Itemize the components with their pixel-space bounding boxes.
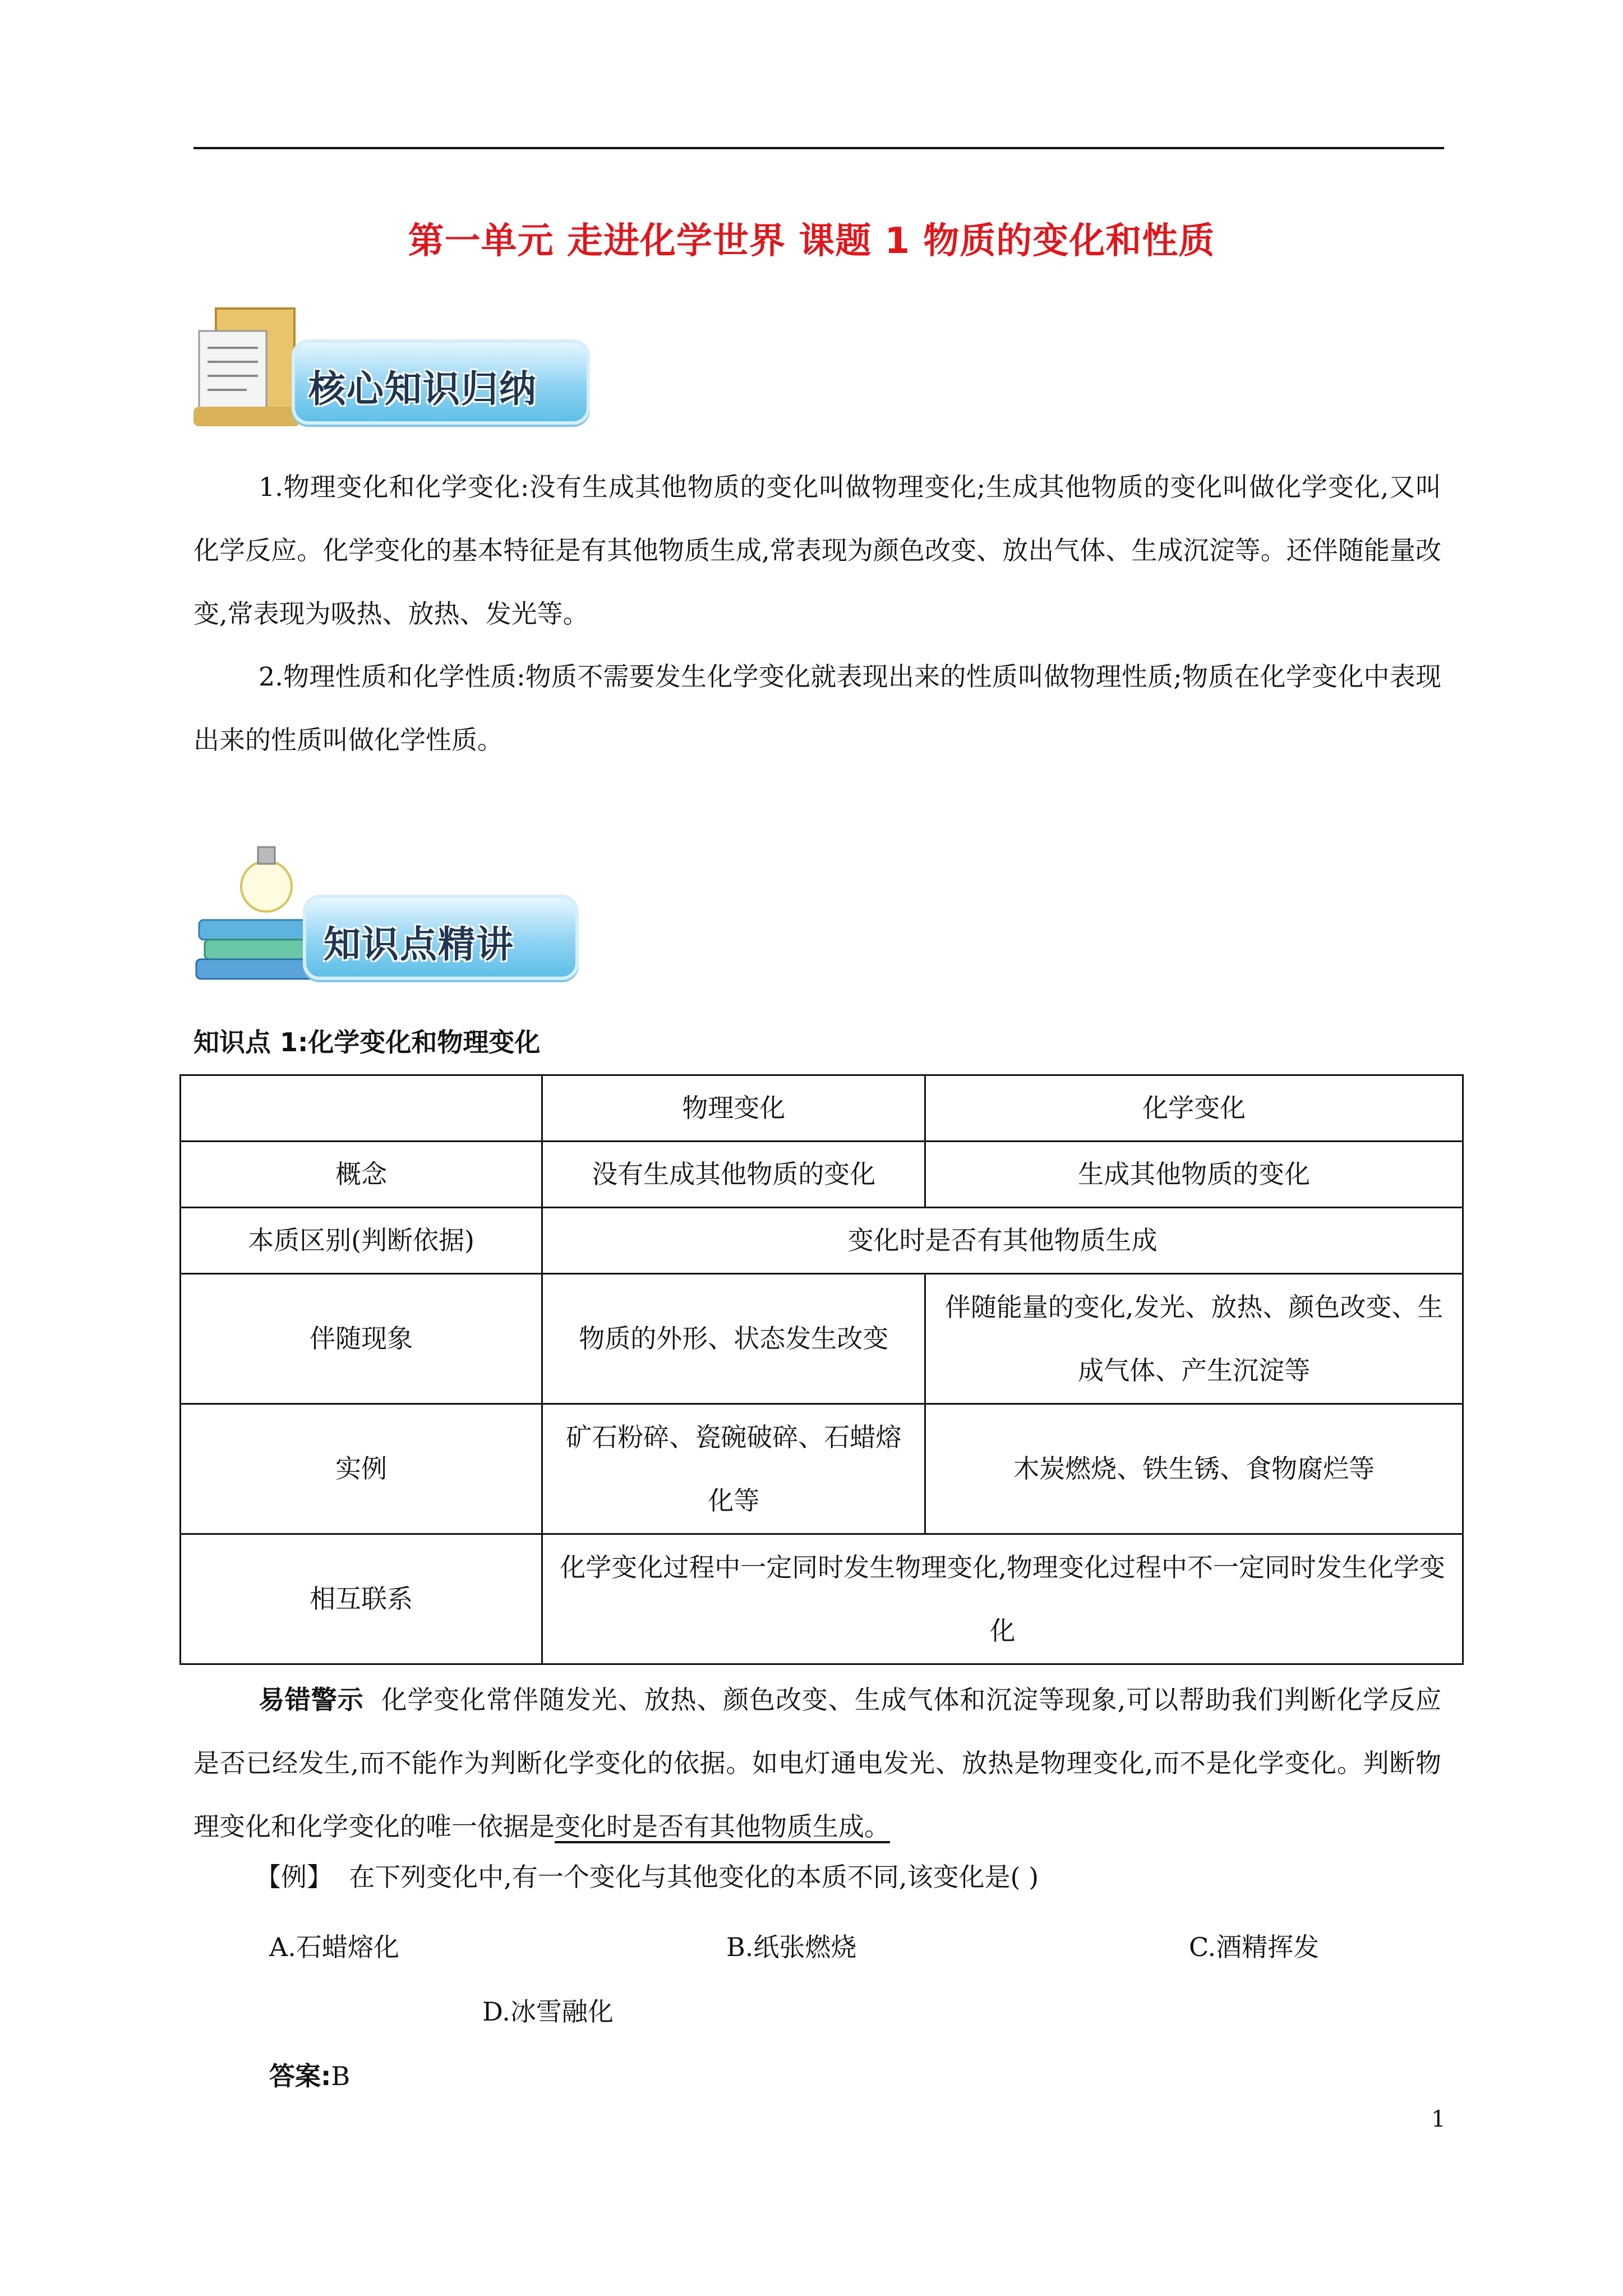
page-number: 1 xyxy=(1431,2106,1446,2132)
comparison-table xyxy=(179,1074,1464,1665)
table-header-row xyxy=(181,1075,1463,1142)
page-title: 第一单元 走进化学世界 课题 1 物质的变化和性质 xyxy=(408,220,1215,262)
option-b: B.纸张燃烧 xyxy=(726,1932,857,1962)
folder-documents-icon xyxy=(193,303,306,432)
physical-cell: 矿石粉碎、瓷碗破碎、石蜡熔化等 xyxy=(542,1404,925,1534)
warning-label: 易错警示 xyxy=(259,1685,364,1715)
table-row xyxy=(181,1534,1463,1664)
example-question-text: 在下列变化中,有一个变化与其他变化的本质不同,该变化是( ) xyxy=(349,1862,1039,1892)
core-paragraph-1: 1.物理变化和化学变化:没有生成其他物质的变化叫做物理变化;生成其他物质的变化叫做化学变化,又叫化学反应。化学变化的基本特征是有其他物质生成,常表现为颜色改变、放出气体、生成沉淀等。还伴随能量改变,常表现为吸热、放热、发光等。 xyxy=(193,472,1441,629)
core-paragraph-2: 2.物理性质和化学性质:物质不需要发生化学变化就表现出来的性质叫做物理性质;物质在化学变化中表现出来的性质叫做化学性质。 xyxy=(193,661,1441,755)
physical-cell: 物质的外形、状态发生改变 xyxy=(542,1274,925,1404)
row-label: 本质区别(判断依据) xyxy=(181,1208,542,1274)
table-row xyxy=(181,1142,1463,1208)
row-label: 相互联系 xyxy=(181,1534,542,1664)
physical-cell: 没有生成其他物质的变化 xyxy=(542,1142,925,1208)
example-question xyxy=(255,1857,1039,1894)
table-row xyxy=(181,1274,1463,1404)
table-header-cell: 物理变化 xyxy=(542,1075,925,1142)
warning-underlined: 变化时是否有其他物质生成。 xyxy=(555,1811,890,1842)
option-c: C.酒精挥发 xyxy=(1189,1932,1320,1962)
table-header-cell xyxy=(181,1075,542,1142)
answer-label: 答案: xyxy=(269,2061,331,2091)
row-label: 伴随现象 xyxy=(181,1274,542,1404)
row-label: 概念 xyxy=(181,1142,542,1208)
core-knowledge-label: 核心知识归纳 xyxy=(308,367,537,411)
row-label: 实例 xyxy=(181,1404,542,1534)
warning-paragraph xyxy=(193,1668,1441,1858)
warning-text: 化学变化常伴随发光、放热、颜色改变、生成气体和沉淀等现象,可以帮助我们判断化学反应是否已经发生,而不能作为判断化学变化的依据。如电灯通电发光、放热是物理变化,而不是化学变化。判断物理变化和化学变化的唯一依据是 xyxy=(193,1685,1442,1842)
merged-cell: 化学变化过程中一定同时发生物理变化,物理变化过程中不一定同时发生化学变化 xyxy=(542,1534,1463,1664)
table-row xyxy=(181,1208,1463,1274)
chemical-cell: 生成其他物质的变化 xyxy=(925,1142,1463,1208)
chemical-cell: 伴随能量的变化,发光、放热、颜色改变、生成气体、产生沉淀等 xyxy=(925,1274,1463,1404)
answer-value: B xyxy=(331,2061,351,2091)
option-d: D.冰雪融化 xyxy=(482,1996,614,2027)
table-row xyxy=(181,1404,1463,1534)
example-label: 【例】 xyxy=(255,1862,333,1892)
knowledge-points-banner xyxy=(193,841,597,999)
merged-cell: 变化时是否有其他物质生成 xyxy=(542,1208,1463,1274)
knowledge-points-label: 知识点精讲 xyxy=(324,923,514,966)
chemical-cell: 木炭燃烧、铁生锈、食物腐烂等 xyxy=(925,1404,1463,1534)
table-header-cell: 化学变化 xyxy=(925,1075,1463,1142)
answer-line xyxy=(269,2056,350,2093)
option-a: A.石蜡熔化 xyxy=(269,1932,399,1962)
header-rule xyxy=(193,147,1444,149)
knowledge-point-title: 知识点 1:化学变化和物理变化 xyxy=(193,1027,541,1057)
core-knowledge-banner xyxy=(193,303,597,438)
